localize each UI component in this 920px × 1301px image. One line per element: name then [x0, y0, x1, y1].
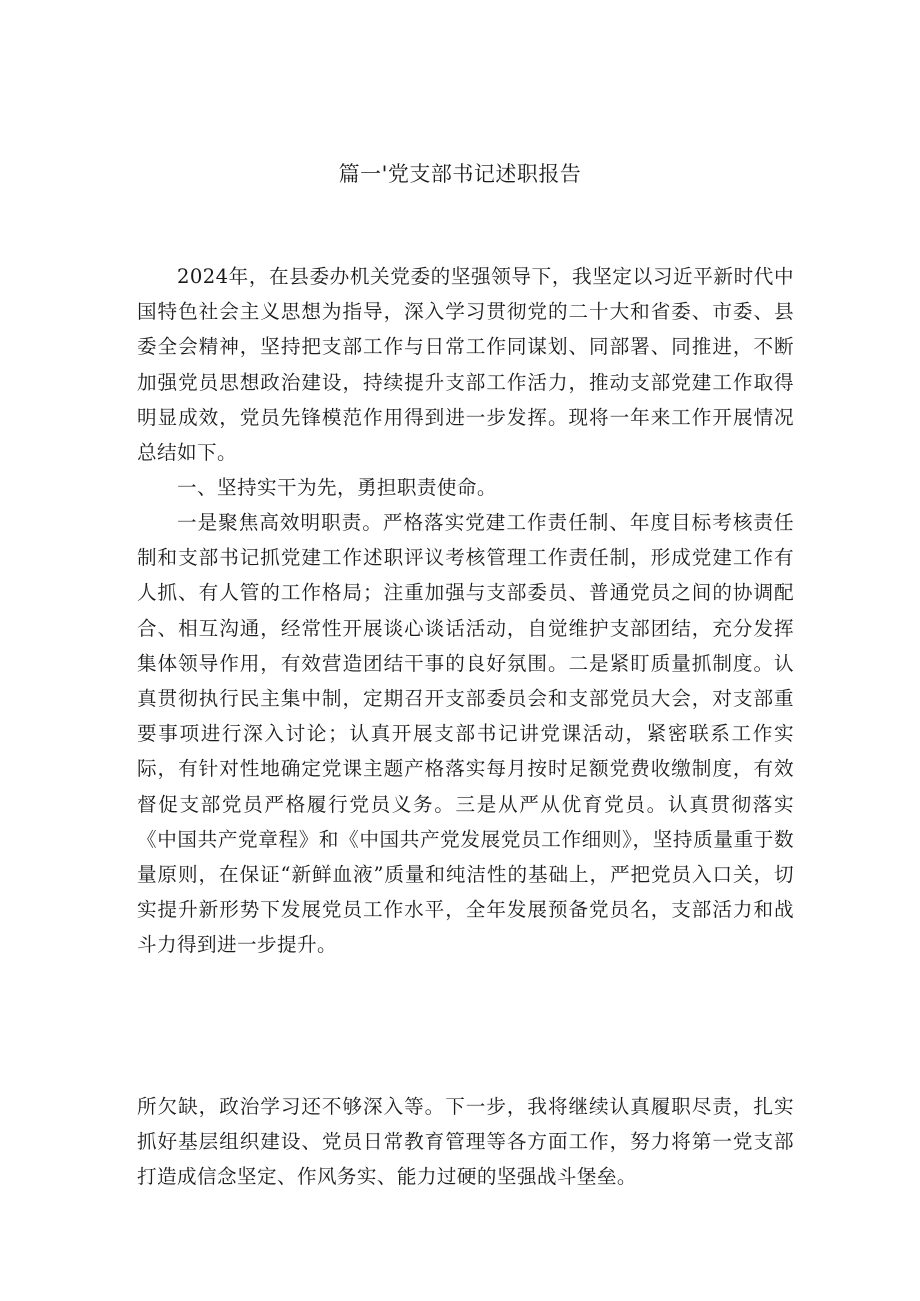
paragraph-conclusion: 所欠缺，政治学习还不够深入等。下一步，我将继续认真履职尽责，扎实抓好基层组织建设、党员日常教育管理等各方面工作，努力将第一党支部打造成信念坚定、作风务实、能力过硬的坚强战斗堡垒。 [137, 1095, 794, 1189]
paragraph-section-1-body: 一是聚焦高效明职责。严格落实党建工作责任制、年度目标考核责任制和支部书记抓党建工作述职评议考核管理工作责任制，形成党建工作有人抓、有人管的工作格局；注重加强与支部委员、普通党员之间的协调配合、相互沟通，经常性开展谈心谈话活动，自觉维护支部团结，充分发挥集体领导作用，有效营造团结干事的良好氛围。二是紧盯质量抓制度。认真贯彻执行民主集中制，定期召开支部委员会和支部党员大会，对支部重要事项进行深入讨论；认真开展支部书记讲党课活动，紧密联系工作实际，有针对性地确定党课主题产格落实每月按时足额党费收缴制度，有效督促支部党员严格履行党员义务。三是从严从优育党员。认真贯彻落实《中国共产党章程》和《中国共产党发展党员工作细则》，坚持质量重于数量原则，在保证“新鲜血液”质量和纯洁性的基础上，严把党员入口关，切实提升新形势下发展党员工作水平，全年发展预备党员名，支部活力和战斗力得到进一步提升。 [137, 511, 794, 957]
paragraph-intro: 2024年，在县委办机关党委的坚强领导下，我坚定以习近平新时代中国特色社会主义思想为指导，深入学习贯彻党的二十大和省委、市委、县委全会精神，坚持把支部工作与日常工作同谋划、同部署、同推进，不断加强党员思想政治建设，持续提升支部工作活力，推动支部党建工作取得明显成效，党员先锋模范作用得到进一步发挥。现将一年来工作开展情况总结如下。 [137, 265, 794, 465]
section-heading-1: 一、坚持实干为先，勇担职责使命。 [177, 476, 497, 499]
page-title: 篇一'党支部书记述职报告 [338, 162, 582, 186]
